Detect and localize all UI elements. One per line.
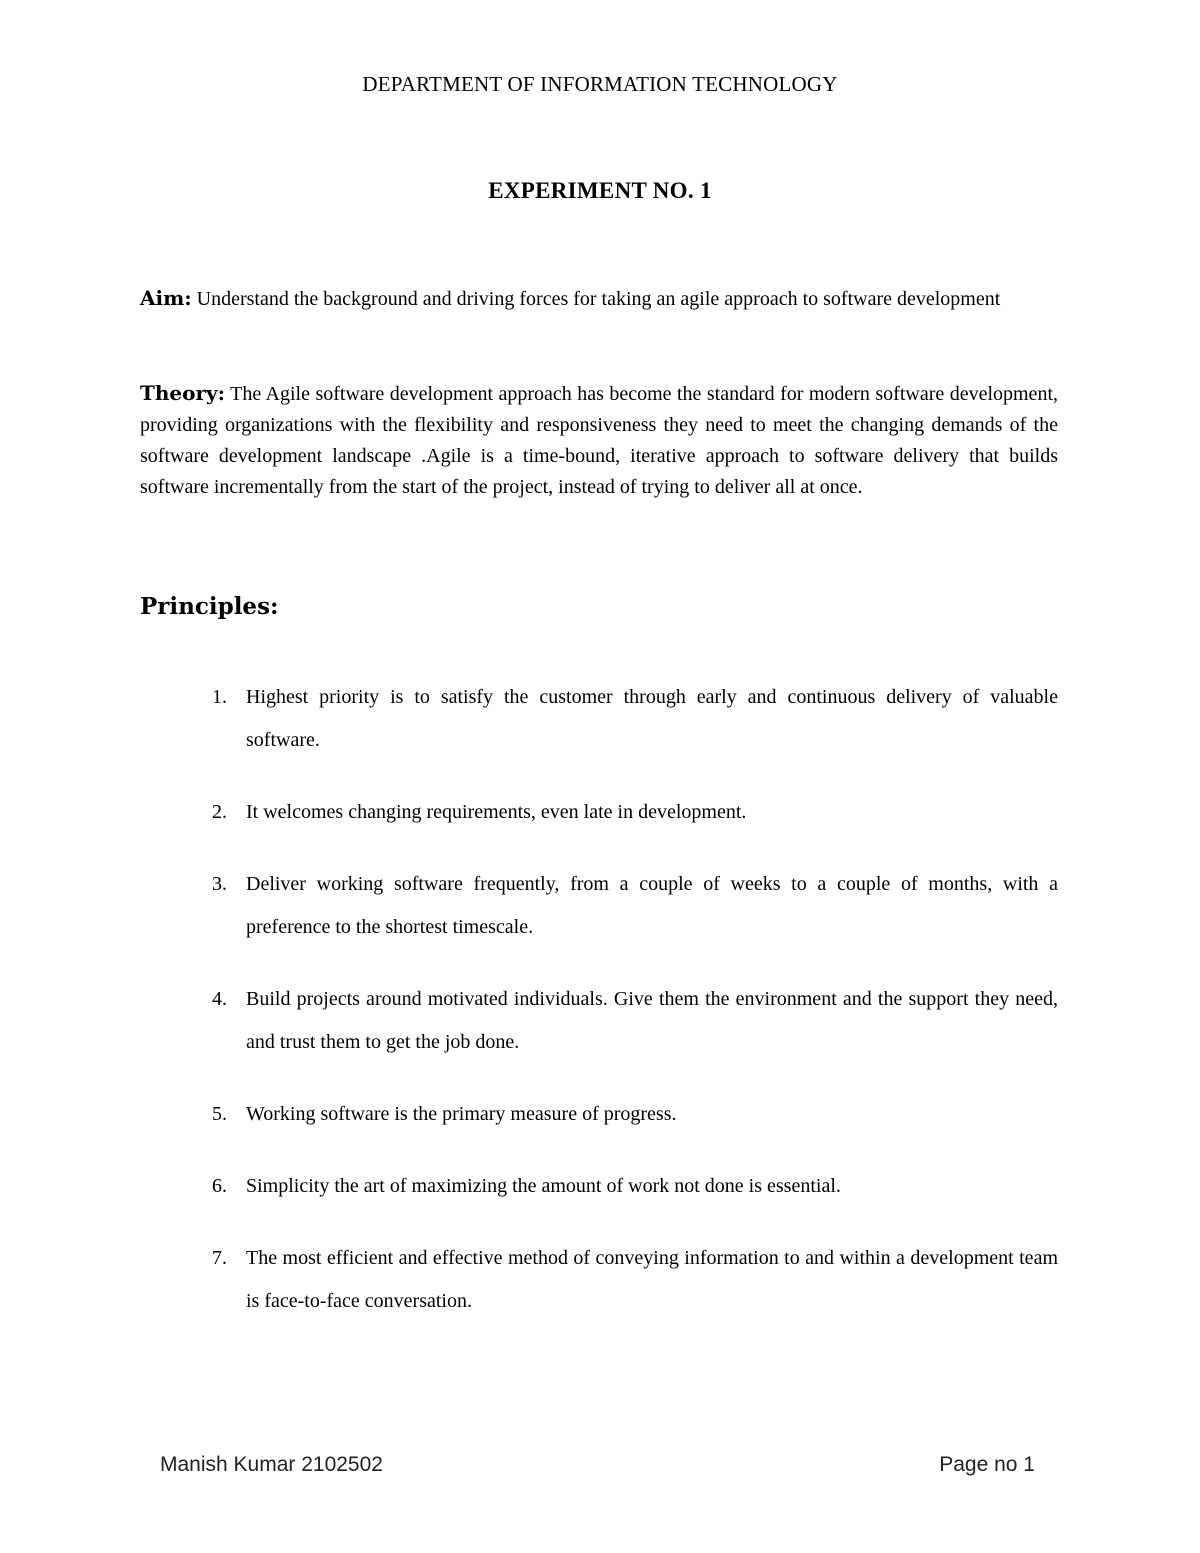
list-item-number: 6. [212, 1175, 227, 1197]
list-item-text: Build projects around motivated individuals. Give them the environment and the support they need, and trust them to get the job done. [246, 988, 1058, 1053]
principles-list [140, 676, 1058, 1352]
principles-heading: Principles: [140, 593, 279, 620]
list-item [140, 1093, 1058, 1136]
list-item [140, 1165, 1058, 1208]
list-item-text: Deliver working software frequently, from a couple of weeks to a couple of months, with a preference to the shortest timescale. [246, 873, 1058, 938]
list-item [140, 978, 1058, 1064]
list-item-text: Simplicity the art of maximizing the amount of work not done is essential. [246, 1175, 841, 1197]
list-item [140, 863, 1058, 949]
list-item-number: 7. [212, 1247, 227, 1269]
aim-label: Aim: [140, 286, 192, 310]
experiment-title: EXPERIMENT NO. 1 [488, 178, 712, 203]
list-item-number: 2. [212, 801, 227, 823]
list-item [140, 1237, 1058, 1323]
department-heading: DEPARTMENT OF INFORMATION TECHNOLOGY [362, 72, 838, 96]
list-item-text: The most efficient and effective method of conveying information to and within a development team is face-to-face conversation. [246, 1247, 1058, 1312]
theory-paragraph [140, 378, 1058, 503]
theory-text: The Agile software development approach has become the standard for modern software development, providing organizations with the flexibility and responsiveness they need to meet the changing demands of the software development landscape .Agile is a time-bound, iterative approach to software delivery that builds software incrementally from the start of the project, instead of trying to deliver all at once. [140, 383, 1058, 498]
list-item [140, 676, 1058, 762]
aim-text: Understand the background and driving forces for taking an agile approach to software development [191, 288, 1001, 310]
list-item [140, 791, 1058, 834]
list-item-number: 5. [212, 1103, 227, 1125]
list-item-number: 3. [212, 873, 227, 895]
list-item-text: Working software is the primary measure of progress. [246, 1103, 677, 1125]
list-item-number: 4. [212, 988, 227, 1010]
aim-paragraph [140, 283, 1058, 315]
footer-page-number: Page no 1 [939, 1453, 1035, 1476]
list-item-text: It welcomes changing requirements, even late in development. [246, 801, 747, 823]
list-item-text: Highest priority is to satisfy the customer through early and continuous delivery of valuable software. [246, 686, 1058, 751]
list-item-number: 1. [212, 686, 227, 708]
footer-author: Manish Kumar 2102502 [160, 1453, 383, 1476]
theory-label: Theory: [140, 381, 226, 405]
